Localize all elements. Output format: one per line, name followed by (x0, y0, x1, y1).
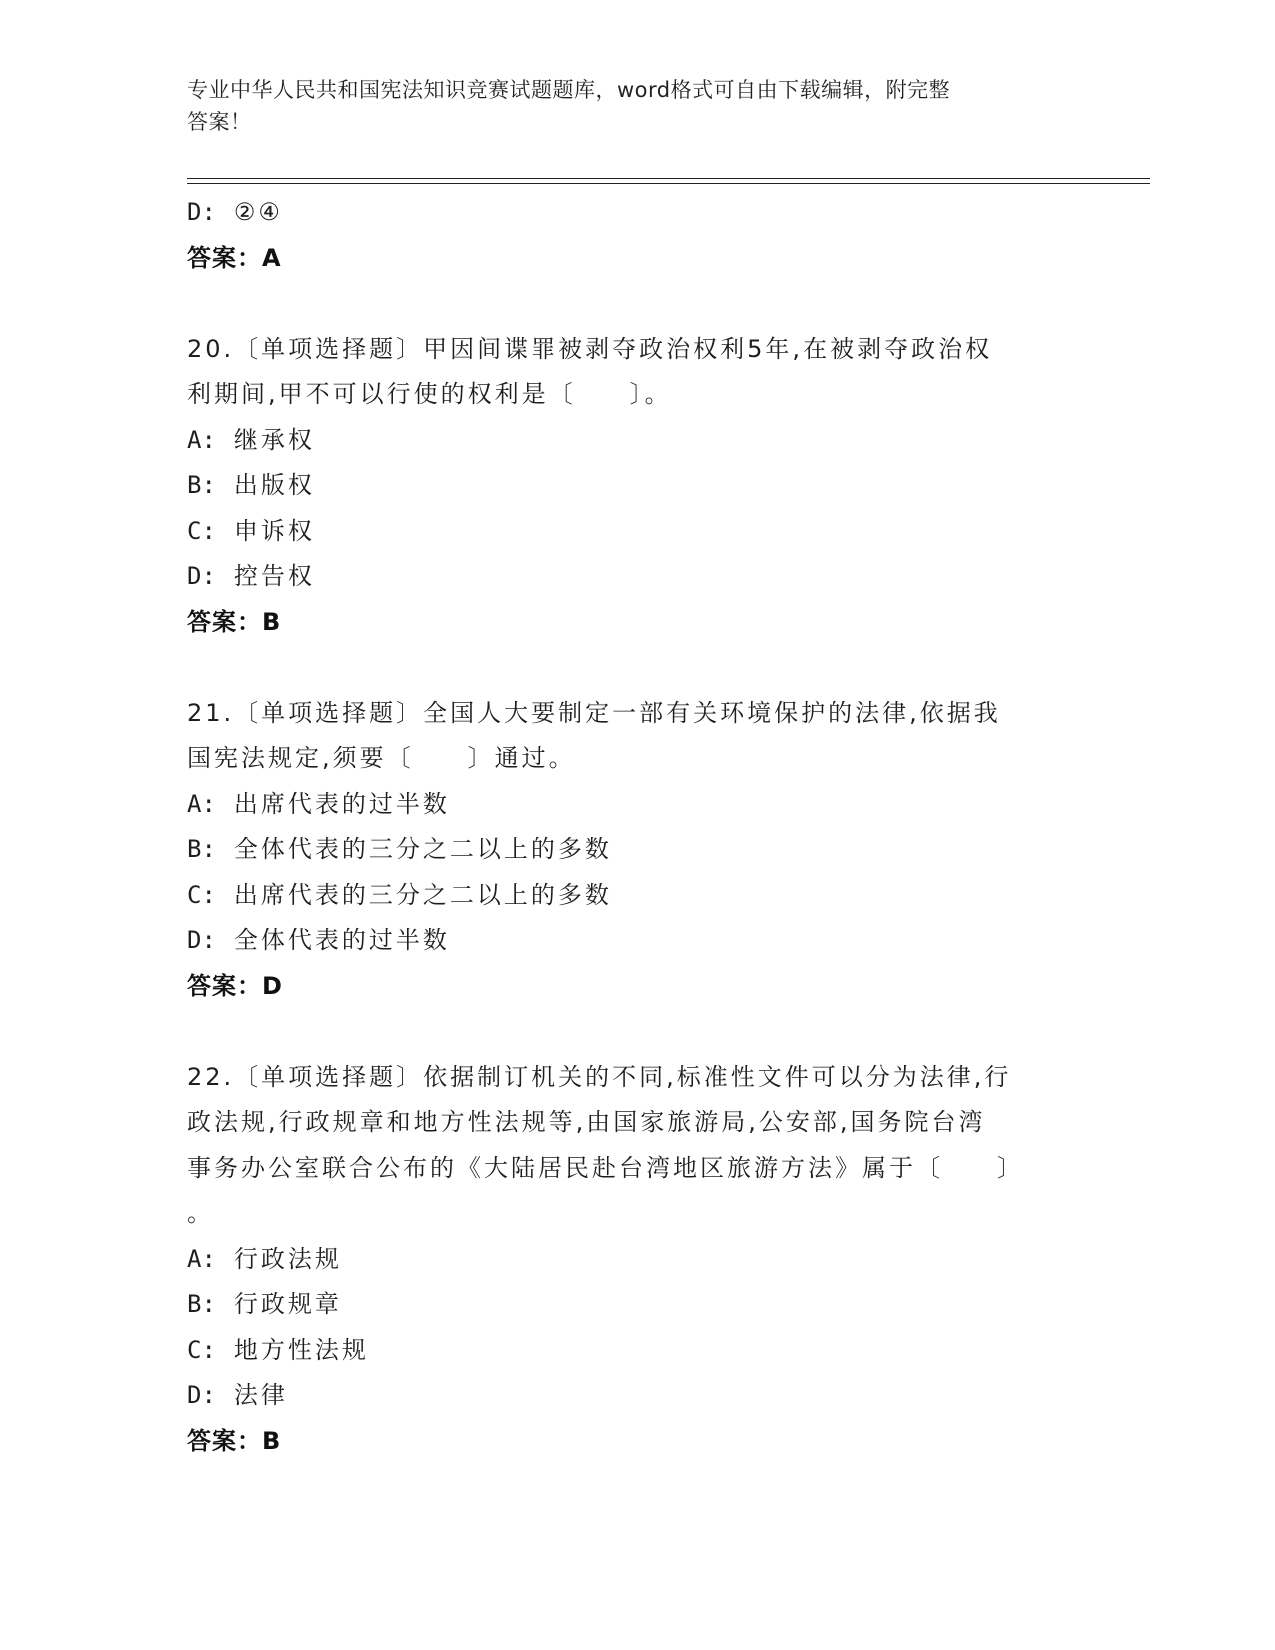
question-text-line: 21.〔单项选择题〕全国人大要制定一部有关环境保护的法律,依据我 (187, 698, 1001, 727)
question-text-line: 20.〔单项选择题〕甲因间谍罪被剥夺政治权利5年,在被剥夺政治权 (187, 334, 993, 363)
question-list (187, 281, 1087, 1464)
option-row (187, 1237, 1087, 1283)
question-block (187, 1009, 1087, 1464)
option-label: D: (187, 1381, 216, 1409)
question-content (187, 190, 1087, 1464)
option-label: A: (187, 425, 216, 454)
option-label: A: (187, 789, 216, 818)
option-row (187, 1328, 1087, 1374)
option-label: C: (187, 1335, 216, 1364)
option-row (187, 873, 1087, 919)
header-line-1: 专业中华人民共和国宪法知识竞赛试题题库，word格式可自由下载编辑，附完整 (187, 78, 951, 102)
option-row (187, 827, 1087, 873)
option-label: C: (187, 880, 216, 909)
option-text: 全体代表的三分之二以上的多数 (233, 835, 612, 863)
option-row (187, 1282, 1087, 1328)
option-label: B: (187, 1290, 216, 1318)
header-divider-top (187, 178, 1150, 179)
option-text: 出席代表的过半数 (233, 789, 450, 818)
option-label: A: (187, 1244, 216, 1273)
option-text: 继承权 (233, 425, 315, 454)
option-row (187, 918, 1087, 964)
prev-answer: 答案：A (187, 243, 282, 272)
option-text: 法律 (233, 1381, 288, 1409)
option-label: D: (187, 198, 216, 226)
question-block (187, 281, 1087, 645)
option-label: D: (187, 562, 216, 590)
question-text-line: 事务办公室联合公布的《大陆居民赴台湾地区旅游方法》属于〔 〕 (187, 1153, 1024, 1182)
option-text: 申诉权 (233, 516, 315, 545)
option-text: 行政法规 (233, 1244, 342, 1273)
option-row (187, 418, 1087, 464)
question-text-line: 。 (187, 1199, 214, 1227)
prev-option-d (187, 190, 1087, 236)
question-text-line: 国宪法规定,须要〔 〕通过。 (187, 744, 576, 772)
question-text-line: 22.〔单项选择题〕依据制订机关的不同,标准性文件可以分为法律,行 (187, 1062, 1012, 1091)
option-text: ②④ (233, 198, 283, 226)
question-spacer (187, 281, 1087, 327)
question-text-line: 政法规,行政规章和地方性法规等,由国家旅游局,公安部,国务院台湾 (187, 1108, 986, 1136)
question-text-line: 利期间,甲不可以行使的权利是〔 〕。 (187, 380, 672, 408)
option-label: B: (187, 471, 216, 499)
question-spacer (187, 1009, 1087, 1055)
header-line-2: 答案！ (187, 110, 252, 134)
option-row (187, 463, 1087, 509)
answer-line: 答案：B (187, 607, 282, 636)
option-text: 出版权 (233, 471, 315, 499)
option-text: 出席代表的三分之二以上的多数 (233, 880, 612, 909)
answer-line: 答案：B (187, 1426, 282, 1455)
option-text: 地方性法规 (233, 1335, 369, 1364)
option-text: 控告权 (233, 562, 315, 590)
document-header (187, 74, 1087, 138)
option-row (187, 782, 1087, 828)
answer-line: 答案：D (187, 971, 283, 1000)
option-row (187, 1373, 1087, 1419)
option-label: B: (187, 835, 216, 863)
option-row (187, 509, 1087, 555)
option-text: 全体代表的过半数 (233, 926, 450, 954)
option-text: 行政规章 (233, 1290, 342, 1318)
option-row (187, 554, 1087, 600)
option-label: C: (187, 516, 216, 545)
question-block (187, 645, 1087, 1009)
option-label: D: (187, 926, 216, 954)
question-spacer (187, 645, 1087, 691)
header-divider-bottom (187, 183, 1150, 184)
